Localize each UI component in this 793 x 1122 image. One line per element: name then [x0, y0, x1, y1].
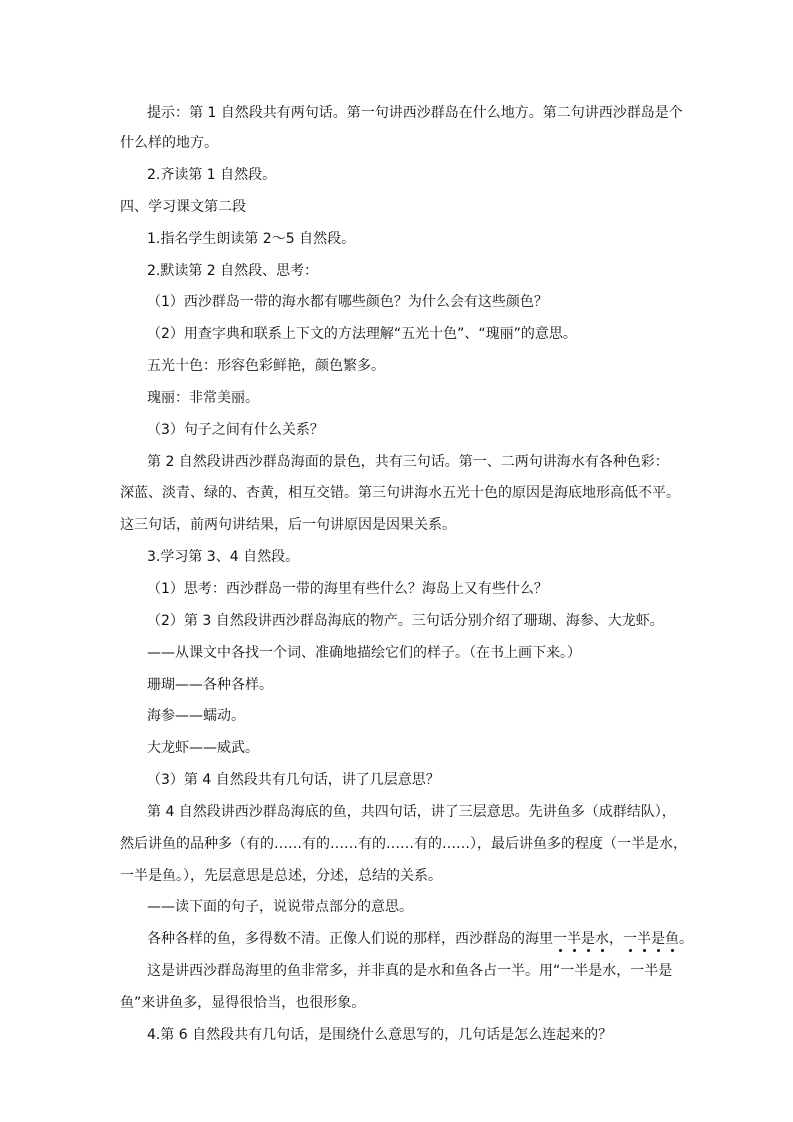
dotted-char: 一 — [553, 931, 567, 947]
text-line: 4.第 6 自然段共有几句话，是围绕什么意思写的，几句话是怎么连起来的？ — [147, 1027, 613, 1043]
dotted-char: 水 — [595, 931, 609, 947]
text-line-with-emphasis — [147, 929, 693, 949]
text-line: 什么样的地方。 — [120, 135, 218, 151]
text-line: 瑰丽：非常美丽。 — [147, 390, 259, 406]
text-line: 2.齐读第 1 自然段。 — [147, 167, 277, 183]
text-line: 然后讲鱼的品种多（有的……有的……有的……有的……），最后讲鱼多的程度（一半是水， — [120, 836, 687, 852]
text-line: 海参——蠕动。 — [147, 708, 245, 724]
text-line: 2.默读第 2 自然段、思考： — [147, 263, 319, 279]
text-line: 第 2 自然段讲西沙群岛海面的景色，共有三句话。第一、二两句讲海水有各种色彩： — [147, 454, 669, 470]
text-line: 珊瑚——各种各样。 — [147, 677, 273, 693]
emphasized-phrase — [553, 931, 693, 947]
dotted-char: ， — [609, 931, 623, 947]
text-line: 3.学习第 3、4 自然段。 — [147, 549, 300, 565]
dotted-char: 半 — [637, 931, 651, 947]
dotted-char: 是 — [581, 931, 595, 947]
text-segment: 各种各样的鱼，多得数不清。正像人们说的那样，西沙群岛的海里 — [147, 931, 553, 947]
dotted-char: 半 — [567, 931, 581, 947]
text-line: 五光十色：形容色彩鲜艳，颜色繁多。 — [147, 358, 385, 374]
text-line: ——读下面的句子，说说带点部分的意思。 — [147, 899, 413, 915]
text-line: 提示：第 1 自然段共有两句话。第一句讲西沙群岛在什么地方。第二句讲西沙群岛是个 — [147, 105, 683, 121]
section-heading: 四、学习课文第二段 — [120, 199, 246, 215]
text-line: 这三句话，前两句讲结果，后一句讲原因是因果关系。 — [120, 517, 456, 533]
text-line: 深蓝、淡青、绿的、杏黄，相互交错。第三句讲海水五光十色的原因是海底地形高低不平。 — [120, 485, 680, 501]
text-line: （1）西沙群岛一带的海水都有哪些颜色？为什么会有这些颜色？ — [147, 294, 548, 310]
text-line: 一半是鱼。），先层意思是总述，分述，总结的关系。 — [120, 868, 442, 884]
text-line: 大龙虾——威武。 — [147, 740, 259, 756]
text-line: （3）第 4 自然段共有几句话，讲了几层意思？ — [147, 772, 440, 788]
text-line: 鱼”来讲鱼多，显得很恰当，也很形象。 — [120, 995, 366, 1011]
dotted-char: 。 — [679, 931, 693, 947]
text-line: （2）第 3 自然段讲西沙群岛海底的物产。三句话分别介绍了珊瑚、海参、大龙虾。 — [147, 613, 664, 629]
text-line: 第 4 自然段讲西沙群岛海底的鱼，共四句话，讲了三层意思。先讲鱼多（成群结队）， — [147, 804, 676, 820]
dotted-char: 是 — [651, 931, 665, 947]
text-line: （2）用查字典和联系上下文的方法理解“五光十色”、“瑰丽”的意思。 — [147, 326, 577, 342]
text-line: 1.指名学生朗读第 2～5 自然段。 — [147, 231, 356, 247]
dotted-char: 鱼 — [665, 931, 679, 947]
text-line: ——从课文中各找一个词、准确地描绘它们的样子。（在书上画下来。） — [147, 645, 581, 661]
text-line: （3）句子之间有什么关系？ — [147, 422, 324, 438]
text-line: （1）思考：西沙群岛一带的海里有些什么？海岛上又有些什么？ — [147, 581, 548, 597]
dotted-char: 一 — [623, 931, 637, 947]
text-line: 这是讲西沙群岛海里的鱼非常多，并非真的是水和鱼各占一半。用“一半是水，一半是 — [147, 963, 673, 979]
